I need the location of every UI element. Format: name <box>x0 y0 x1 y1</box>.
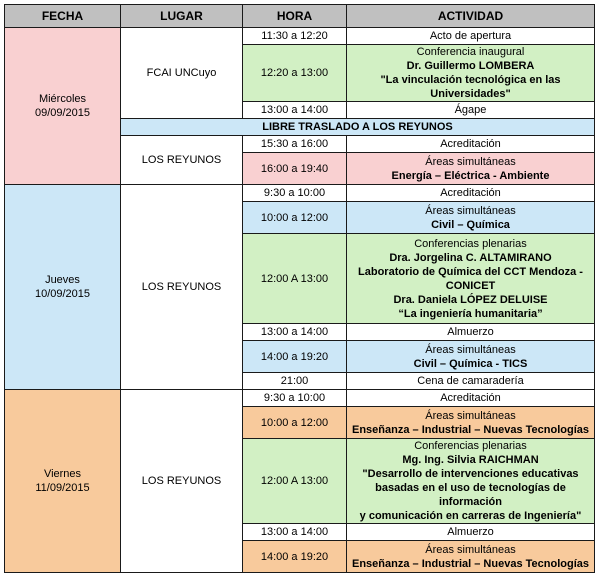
activity-cell <box>347 407 595 439</box>
activity-line: Áreas simultáneas <box>425 204 516 217</box>
header-fecha: FECHA <box>5 5 121 28</box>
areas-label: Enseñanza – Industrial – Nuevas Tecnologías <box>352 557 589 570</box>
place-cell: FCAI UNCuyo <box>121 28 243 119</box>
talk-title: "La vinculación tecnológica en las Universidades" <box>380 74 561 100</box>
activity-cell <box>347 202 595 234</box>
date-cell-thursday <box>5 185 121 390</box>
speaker-name: Dra. Jorgelina C. ALTAMIRANO <box>389 251 552 264</box>
table-row <box>5 390 595 407</box>
activity-line: Acreditación <box>440 392 501 404</box>
day-label: Jueves <box>45 274 80 286</box>
date-cell-wednesday <box>5 28 121 185</box>
time-cell: 13:00 a 14:00 <box>243 102 347 119</box>
header-hora: HORA <box>243 5 347 28</box>
date-label: 09/09/2015 <box>34 107 91 119</box>
transfer-row: LIBRE TRASLADO A LOS REYUNOS <box>121 119 595 136</box>
speaker-name: Dra. Daniela LÓPEZ DELUISE <box>393 293 548 306</box>
talk-title: "Desarrollo de intervenciones educativas <box>362 468 579 480</box>
activity-line: Conferencia inaugural <box>416 46 525 58</box>
talk-title: basadas en el uso de tecnologías de información <box>375 482 566 508</box>
activity-line: Áreas simultáneas <box>425 543 516 556</box>
activity-line: Cena de camaradería <box>417 375 524 387</box>
time-cell: 15:30 a 16:00 <box>243 136 347 153</box>
place-cell: LOS REYUNOS <box>121 185 243 390</box>
time-cell: 14:00 a 19:20 <box>243 541 347 573</box>
activity-line: Áreas simultáneas <box>425 409 516 422</box>
areas-label: Civil – Química - TICS <box>413 357 528 370</box>
activity-line: Acreditación <box>440 187 501 199</box>
areas-label: Enseñanza – Industrial – Nuevas Tecnologías <box>352 423 589 436</box>
activity-cell <box>347 341 595 373</box>
activity-cell <box>347 102 595 119</box>
activity-cell <box>347 28 595 45</box>
activity-line: Ágape <box>454 104 487 116</box>
date-label: 10/09/2015 <box>34 288 91 300</box>
time-cell: 16:00 a 19:40 <box>243 153 347 185</box>
activity-cell <box>347 45 595 102</box>
time-cell: 12:00 A 13:00 <box>243 234 347 324</box>
areas-label: Civil – Química <box>431 218 510 231</box>
place-cell: LOS REYUNOS <box>121 136 243 185</box>
time-cell: 14:00 a 19:20 <box>243 341 347 373</box>
time-cell: 12:00 A 13:00 <box>243 439 347 524</box>
activity-cell <box>347 185 595 202</box>
talk-title: “La ingeniería humanitaria” <box>398 307 543 320</box>
activity-cell <box>347 153 595 185</box>
activity-line: Acto de apertura <box>429 30 512 42</box>
time-cell: 10:00 a 12:00 <box>243 407 347 439</box>
time-cell: 12:20 a 13:00 <box>243 45 347 102</box>
activity-cell <box>347 324 595 341</box>
activity-line: Acreditación <box>440 138 501 150</box>
activity-cell <box>347 390 595 407</box>
speaker-affiliation: CONICET <box>445 279 496 292</box>
activity-line: Conferencias plenarias <box>414 440 527 452</box>
activity-line: Almuerzo <box>447 326 494 338</box>
header-lugar: LUGAR <box>121 5 243 28</box>
time-cell: 13:00 a 14:00 <box>243 524 347 541</box>
activity-cell <box>347 524 595 541</box>
table-row <box>5 28 595 45</box>
time-cell: 21:00 <box>243 373 347 390</box>
date-label: 11/09/2015 <box>35 482 90 494</box>
day-label: Viernes <box>43 468 82 480</box>
time-cell: 13:00 a 14:00 <box>243 324 347 341</box>
talk-title: y comunicación en carreras de Ingeniería" <box>359 510 582 522</box>
activity-cell <box>347 439 595 524</box>
activity-line: Almuerzo <box>447 526 494 538</box>
day-label: Miércoles <box>38 93 87 105</box>
activity-cell <box>347 234 595 324</box>
areas-label: Energía – Eléctrica - Ambiente <box>391 169 550 182</box>
date-cell-friday <box>5 390 121 573</box>
activity-line: Conferencias plenarias <box>414 237 527 250</box>
time-cell: 11:30 a 12:20 <box>243 28 347 45</box>
time-cell: 10:00 a 12:00 <box>243 202 347 234</box>
activity-cell <box>347 136 595 153</box>
activity-line: Áreas simultáneas <box>425 155 516 168</box>
header-row <box>5 5 595 28</box>
header-actividad: ACTIVIDAD <box>347 5 595 28</box>
table-row <box>5 185 595 202</box>
speaker-affiliation: Laboratorio de Química del CCT Mendoza - <box>358 265 583 278</box>
time-cell: 9:30 a 10:00 <box>243 185 347 202</box>
speaker-name: Mg. Ing. Silvia RAICHMAN <box>402 454 539 466</box>
speaker-name: Dr. Guillermo LOMBERA <box>406 60 535 72</box>
schedule-table <box>4 4 595 573</box>
time-cell: 9:30 a 10:00 <box>243 390 347 407</box>
place-cell: LOS REYUNOS <box>121 390 243 573</box>
activity-cell <box>347 373 595 390</box>
activity-cell <box>347 541 595 573</box>
activity-line: Áreas simultáneas <box>425 343 516 356</box>
